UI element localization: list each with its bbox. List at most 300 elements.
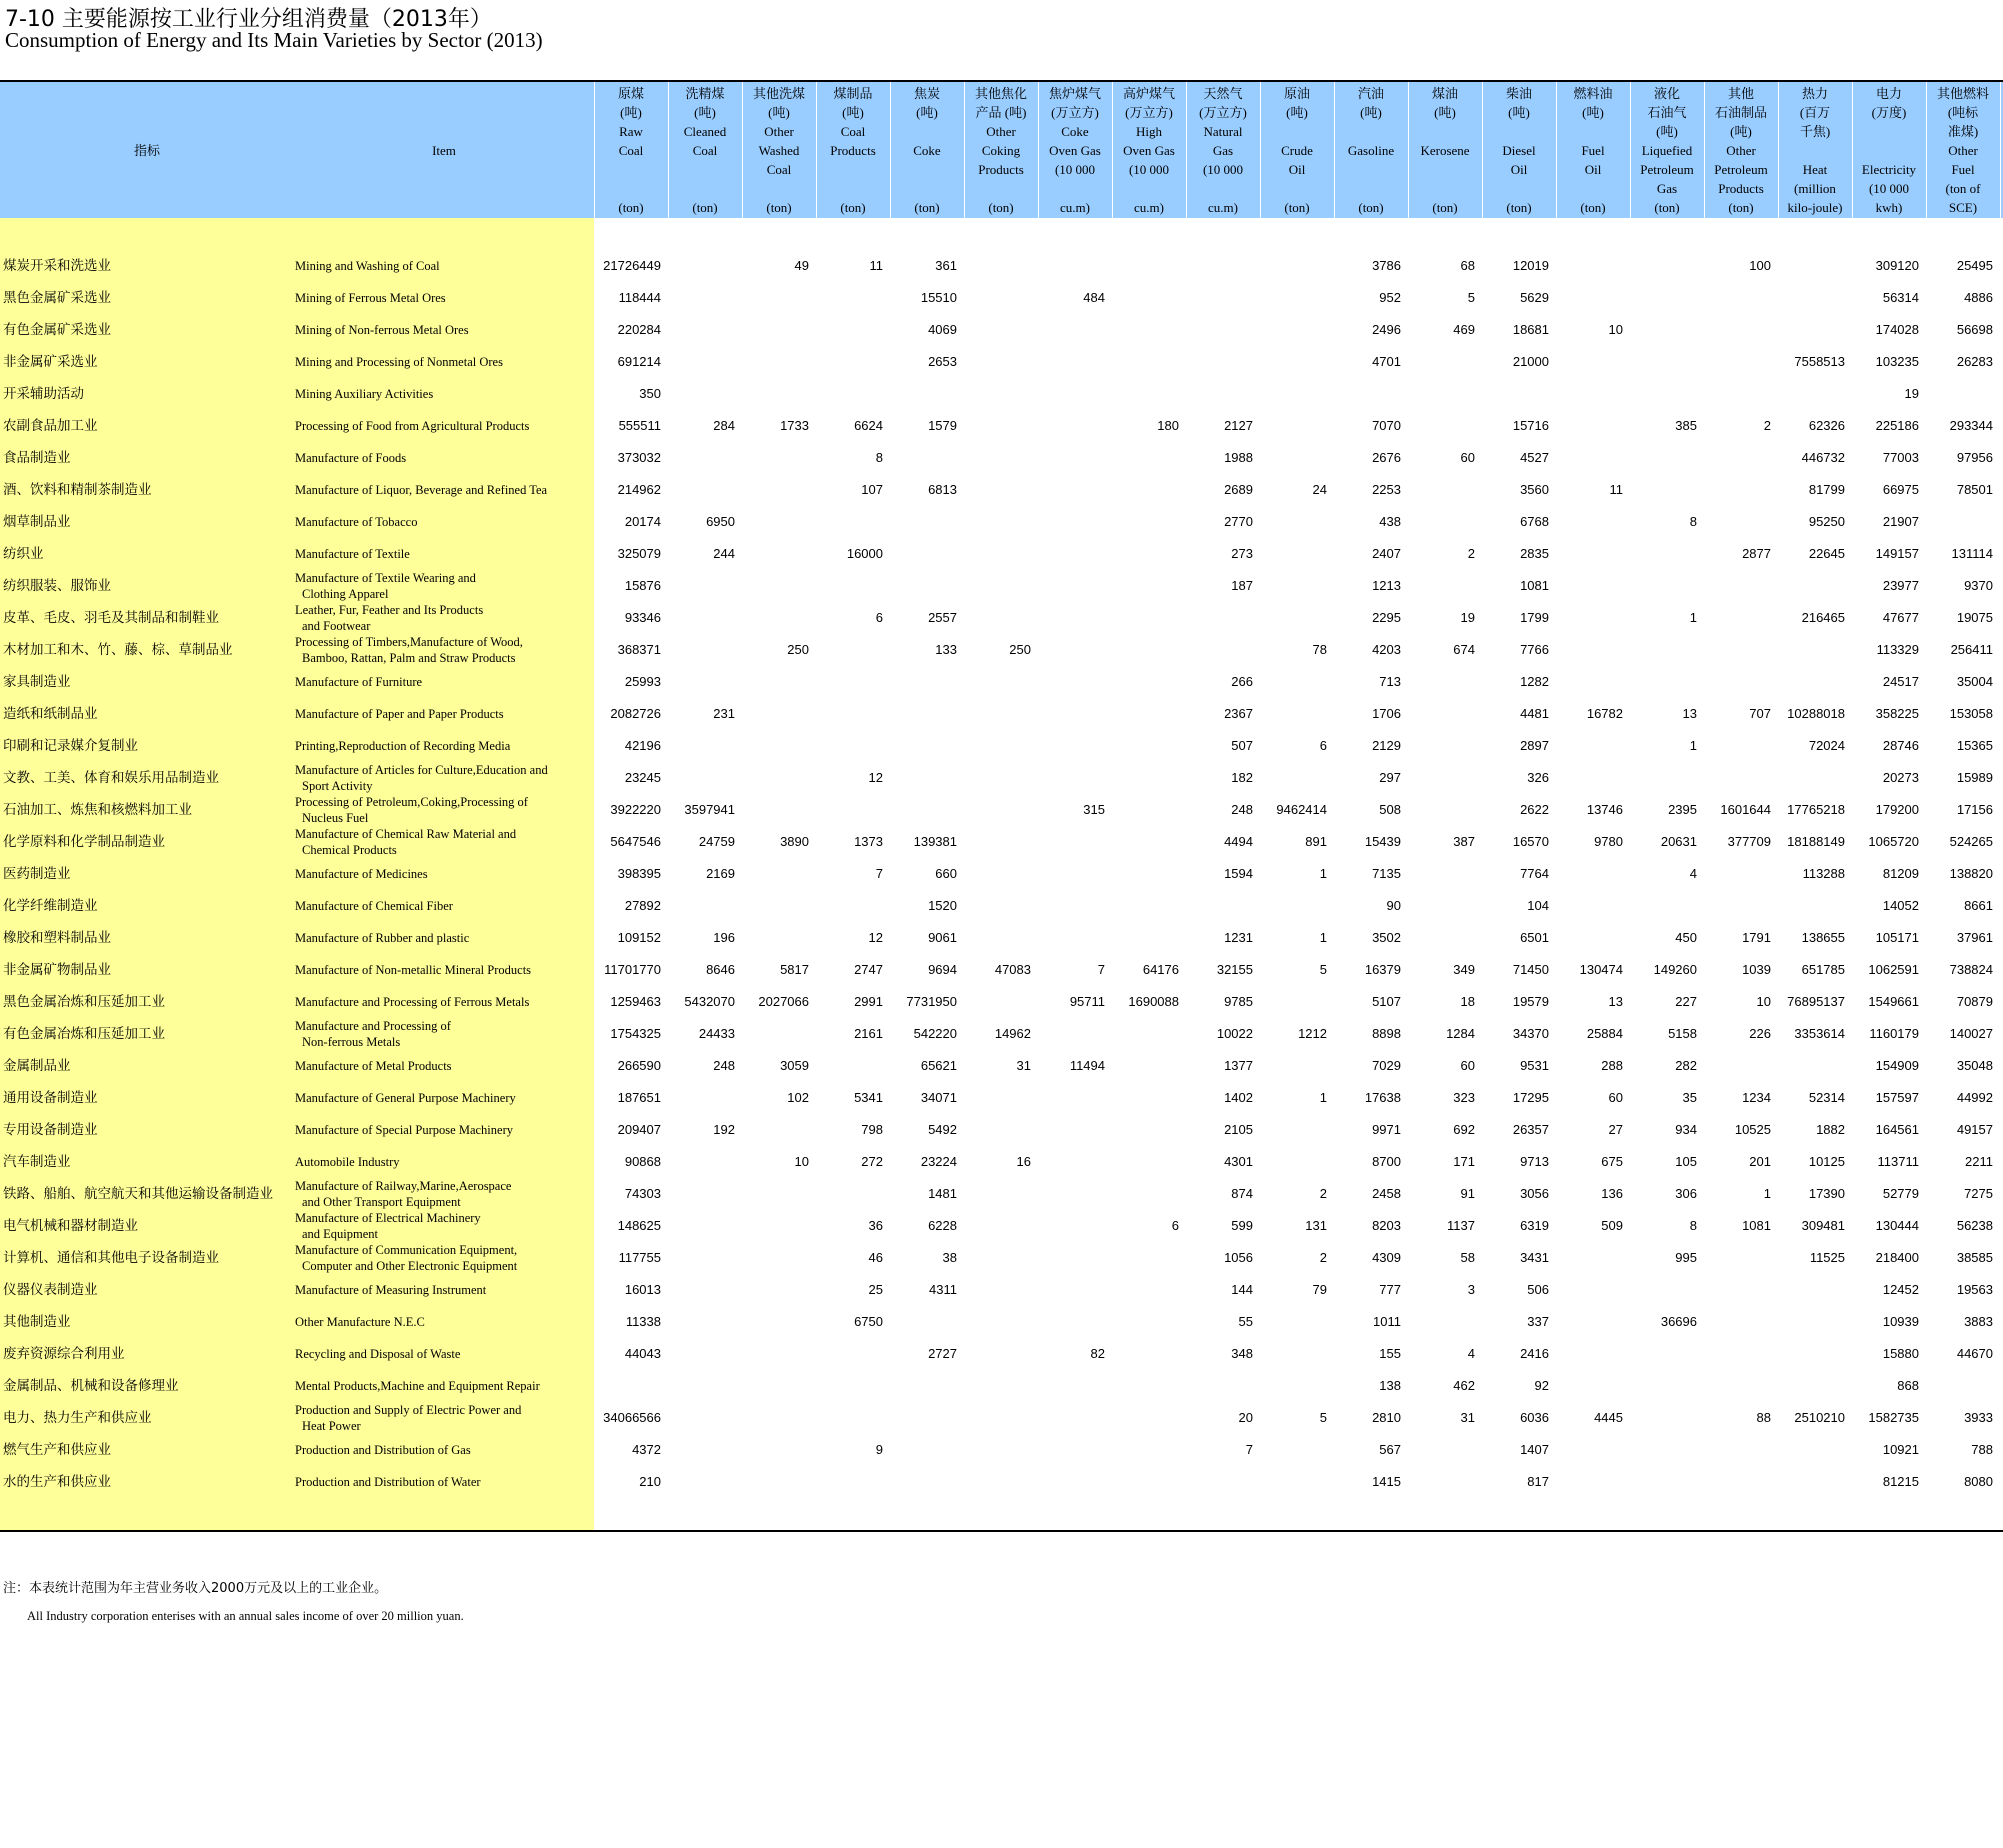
table-row [0,730,2003,762]
data-cell: 1690088 [1128,994,1179,1009]
data-cell [742,762,809,794]
data-cell [890,1466,957,1498]
row-label-cn: 电力、热力生产和供应业 [3,1410,152,1426]
data-cell [1630,570,1697,602]
data-cell: 11338 [625,1314,661,1329]
row-label-en [295,1466,590,1498]
row-label-en-line: Mining of Ferrous Metal Ores [295,291,446,305]
data-cell: 16570 [1512,834,1549,849]
row-label-en [295,986,590,1018]
data-cell [1630,538,1697,570]
data-cell: 306 [1675,1186,1697,1201]
energy-consumption-table [0,80,2003,1532]
data-cell [1112,538,1179,570]
data-cell [1038,570,1105,602]
data-cell [1704,570,1771,602]
data-cell: 56314 [1882,290,1919,305]
data-cell: 107 [861,482,883,497]
row-label-cn: 皮革、毛皮、羽毛及其制品和制鞋业 [3,610,219,626]
row-label-en-line: Manufacture of Communication Equipment, [295,1243,518,1257]
row-label-en [295,730,590,762]
data-cell [1630,1466,1697,1498]
data-cell [1704,1242,1771,1274]
data-cell: 1081 [1520,578,1549,593]
data-cell: 76895137 [1787,994,1845,1009]
data-cell [1408,410,1475,442]
row-label-en-line: Mining of Non-ferrous Metal Ores [295,323,469,337]
data-cell: 5107 [1372,994,1401,1009]
data-cell: 92 [1534,1378,1549,1393]
data-cell: 81215 [1882,1474,1919,1489]
data-cell: 49 [794,258,809,273]
row-label-en [295,666,590,698]
column-divider [1112,82,1113,218]
data-cell [1556,634,1623,666]
table-row [0,1018,2003,1050]
data-cell: 337 [1527,1314,1549,1329]
data-cell [964,794,1031,826]
data-cell [964,1370,1031,1402]
data-cell [1556,538,1623,570]
data-cell [1408,570,1475,602]
data-cell: 25884 [1586,1026,1623,1041]
data-cell [1704,474,1771,506]
data-cell: 14962 [994,1026,1031,1041]
data-cell [1556,378,1623,410]
data-cell: 387 [1453,834,1475,849]
data-cell: 10939 [1882,1314,1919,1329]
data-cell: 1 [1319,930,1327,945]
data-cell [742,1338,809,1370]
data-cell [668,1210,735,1242]
data-cell: 55 [1238,1314,1253,1329]
row-label-en [295,1306,590,1338]
data-cell [742,346,809,378]
data-cell: 567 [1379,1442,1401,1457]
row-label-cn: 化学原料和化学制品制造业 [3,834,165,850]
row-label-en [295,858,590,890]
data-cell [668,346,735,378]
data-cell: 1 [1319,866,1327,881]
table-row [0,410,2003,442]
data-cell: 19 [1904,386,1919,401]
row-label-en-line: Computer and Other Electronic Equipment [302,1259,518,1273]
column-divider [1926,82,1927,218]
data-cell [1038,378,1105,410]
data-cell: 32155 [1216,962,1253,977]
data-cell: 4311 [929,1282,957,1297]
data-cell [1778,666,1845,698]
data-cell: 70879 [1956,994,1993,1009]
data-cell: 10 [1608,322,1623,337]
row-label-cn: 文教、工美、体育和娱乐用品制造业 [3,770,219,786]
row-label-cn: 纺织业 [3,546,44,562]
data-cell: 1579 [928,418,957,433]
row-label-cn: 通用设备制造业 [3,1090,98,1106]
data-cell [1260,986,1327,1018]
data-cell [1408,922,1475,954]
row-label-en-line: Processing of Petroleum,Coking,Processing of [295,795,528,809]
data-cell [1112,1306,1179,1338]
row-label-en [295,1242,590,1274]
data-cell: 284 [713,418,735,433]
data-cell: 2169 [706,866,735,881]
data-cell [890,1434,957,1466]
data-cell: 15439 [1364,834,1401,849]
data-cell: 130474 [1579,962,1623,977]
data-cell: 1754325 [610,1026,661,1041]
row-label-en-line: Automobile Industry [295,1155,400,1169]
data-cell: 15510 [920,290,957,305]
data-cell: 1231 [1224,930,1253,945]
data-cell: 3890 [780,834,809,849]
data-cell [816,794,883,826]
data-cell: 1377 [1224,1058,1253,1073]
column-header: 液化 石油气 (吨) Liquefied Petroleum Gas (ton) [1640,86,1694,215]
data-cell [1704,666,1771,698]
data-cell [1186,378,1253,410]
row-label-en [295,890,590,922]
row-label-en-line: Manufacture of Measuring Instrument [295,1283,487,1297]
data-cell [964,1402,1031,1434]
data-cell: 8661 [1964,898,1993,913]
data-cell [1038,762,1105,794]
data-cell: 100 [1749,258,1771,273]
data-cell: 44992 [1956,1090,1993,1105]
table-row [0,1370,2003,1402]
data-cell: 373032 [617,450,661,465]
data-cell: 27892 [624,898,661,913]
data-cell: 248 [713,1058,735,1073]
data-cell [1778,1306,1845,1338]
data-cell [1408,1466,1475,1498]
data-cell: 113329 [1876,642,1919,657]
data-cell [1112,1274,1179,1306]
data-cell: 216465 [1801,610,1845,625]
data-cell: 1259463 [610,994,661,1009]
row-label-en [295,1370,590,1402]
data-cell [668,1178,735,1210]
data-cell [1556,666,1623,698]
data-cell: 8203 [1372,1218,1401,1233]
data-cell: 214962 [617,482,661,497]
data-cell: 78 [1312,642,1327,657]
data-cell: 82 [1090,1346,1105,1361]
data-cell: 7275 [1964,1186,1993,1201]
data-cell [742,858,809,890]
data-cell: 1481 [928,1186,957,1201]
table-row [0,1082,2003,1114]
column-header: 煤制品 (吨) Coal Products (ton) [830,86,876,215]
data-cell: 90868 [624,1154,661,1169]
row-label-en-line: Production and Distribution of Gas [295,1443,471,1457]
header-indicator: 指标 [133,142,160,158]
row-label-cn: 金属制品、机械和设备修理业 [3,1378,179,1394]
data-cell: 348 [1231,1346,1253,1361]
data-cell: 218400 [1875,1250,1919,1265]
data-cell [1704,1370,1771,1402]
data-cell [1260,1466,1327,1498]
data-cell: 1 [1689,738,1697,753]
column-header: 热力 (百万 千焦) Heat (million kilo-joule) [1787,86,1843,215]
data-cell [1778,1466,1845,1498]
data-cell [1926,378,1993,410]
data-cell: 798 [861,1122,883,1137]
row-label-en-line: Manufacture and Processing of [295,1019,451,1033]
data-cell: 309481 [1801,1218,1845,1233]
data-cell [668,890,735,922]
data-cell [1778,314,1845,346]
data-cell: 4494 [1224,834,1253,849]
data-cell: 358225 [1875,706,1919,721]
data-cell: 4481 [1520,706,1549,721]
data-cell: 44670 [1956,1346,1993,1361]
data-cell [1038,634,1105,666]
data-cell [1778,1434,1845,1466]
data-cell [1038,1114,1105,1146]
data-cell [816,1050,883,1082]
data-cell: 1 [1689,610,1697,625]
data-cell: 2 [1467,546,1475,561]
data-cell: 4701 [1372,354,1401,369]
row-label-en-line: Manufacture of Textile Wearing and [295,571,476,585]
data-cell [1112,666,1179,698]
data-cell [1408,890,1475,922]
data-cell [1112,1114,1179,1146]
data-cell: 1520 [928,898,957,913]
data-cell: 9694 [928,962,957,977]
data-cell: 1065720 [1868,834,1919,849]
data-cell: 15989 [1956,770,1993,785]
row-label-en [295,698,590,730]
data-cell: 438 [1379,514,1401,529]
data-cell: 3059 [780,1058,809,1073]
column-header: 柴油 (吨) Diesel Oil (ton) [1502,86,1536,215]
data-cell [668,634,735,666]
column-header: 其他焦化 产品 (吨) Other Coking Products (ton) [974,86,1027,215]
column-divider [594,82,595,218]
data-cell: 18681 [1512,322,1549,337]
row-label-en-line: Manufacture of Articles for Culture,Education and [295,763,548,777]
data-cell [1112,890,1179,922]
data-cell: 817 [1527,1474,1549,1489]
data-cell: 5158 [1668,1026,1697,1041]
data-cell: 469 [1453,322,1475,337]
column-header: 高炉煤气 (万立方) High Oven Gas (10 000 cu.m) [1122,86,1175,215]
data-cell [1186,1370,1253,1402]
row-label-en-line: Other Manufacture N.E.C [295,1315,425,1329]
row-label-en-line: Manufacture of Liquor, Beverage and Refined Tea [295,483,548,497]
data-cell: 113288 [1802,866,1845,881]
data-cell [1260,538,1327,570]
row-label-en [295,1082,590,1114]
data-cell: 4309 [1372,1250,1401,1265]
data-cell [1704,634,1771,666]
data-cell [1260,1338,1327,1370]
data-cell [1408,506,1475,538]
table-row [0,474,2003,506]
data-cell: 2676 [1372,450,1401,465]
data-cell: 1594 [1224,866,1253,881]
data-cell: 35004 [1956,674,1993,689]
data-cell [668,666,735,698]
data-cell [668,1242,735,1274]
table-row [0,346,2003,378]
data-cell: 17638 [1364,1090,1401,1105]
data-cell: 47083 [994,962,1031,977]
data-cell: 509 [1601,1218,1623,1233]
data-cell: 154909 [1875,1058,1919,1073]
row-label-en-line: and Footwear [302,619,371,633]
table-row [0,986,2003,1018]
data-cell [742,506,809,538]
data-cell: 7764 [1520,866,1549,881]
data-cell [1630,346,1697,378]
data-cell [1556,346,1623,378]
data-cell [1630,474,1697,506]
data-cell: 179200 [1875,802,1919,817]
data-cell [964,1338,1031,1370]
data-cell: 174028 [1875,322,1919,337]
data-cell [1038,1306,1105,1338]
data-cell: 2 [1319,1186,1327,1201]
table-row [0,250,2003,282]
data-cell [964,346,1031,378]
data-cell [742,1210,809,1242]
table-row [0,1434,2003,1466]
data-cell [742,890,809,922]
data-cell [964,442,1031,474]
data-cell: 7135 [1372,866,1401,881]
data-cell: 1733 [780,418,809,433]
row-label-en-line: Manufacture of Textile [295,547,410,561]
data-cell: 19 [1460,610,1475,625]
data-cell [964,698,1031,730]
data-cell: 288 [1601,1058,1623,1073]
data-cell: 250 [787,642,809,657]
data-cell: 6036 [1520,1410,1549,1425]
data-cell [742,570,809,602]
data-cell [742,922,809,954]
data-cell [1038,1274,1105,1306]
data-cell [1704,1306,1771,1338]
data-cell [816,346,883,378]
row-label-en [295,410,590,442]
data-cell [742,1466,809,1498]
data-cell: 9 [875,1442,883,1457]
data-cell: 138820 [1949,866,1993,881]
row-label-en [295,474,590,506]
row-label-en-line: Manufacture of Chemical Fiber [295,899,453,913]
data-cell: 12019 [1512,258,1549,273]
data-cell: 995 [1675,1250,1697,1265]
data-cell: 9971 [1372,1122,1401,1137]
data-cell: 23245 [624,770,661,785]
column-divider [1778,82,1779,218]
data-cell [1556,1242,1623,1274]
data-cell: 12 [868,930,883,945]
data-cell [964,282,1031,314]
data-cell [1778,762,1845,794]
data-cell [1704,442,1771,474]
data-cell [964,378,1031,410]
row-label-en [295,954,590,986]
column-divider [890,82,891,218]
data-cell: 220284 [617,322,661,337]
data-cell: 4886 [1964,290,1993,305]
data-cell: 484 [1083,290,1105,305]
data-cell [964,1178,1031,1210]
data-cell: 315 [1083,802,1105,817]
table-row [0,506,2003,538]
row-label-en-line: Production and Distribution of Water [295,1475,481,1489]
table-row [0,1210,2003,1242]
column-divider [1630,82,1631,218]
data-cell: 2458 [1372,1186,1401,1201]
data-cell [816,1178,883,1210]
row-label-en [295,1050,590,1082]
data-cell: 256411 [1950,642,1993,657]
data-cell: 34370 [1512,1026,1549,1041]
data-cell: 377709 [1727,834,1771,849]
data-cell: 325079 [617,546,661,561]
data-cell: 6228 [928,1218,957,1233]
data-cell: 201 [1749,1154,1771,1169]
data-cell: 6624 [854,418,883,433]
row-label-en [295,250,590,282]
data-cell: 13 [1608,994,1623,1009]
data-cell: 266590 [617,1058,661,1073]
data-cell [816,1466,883,1498]
data-cell [1260,1306,1327,1338]
data-cell: 508 [1379,802,1401,817]
data-cell: 542220 [913,1026,957,1041]
row-label-en [295,1402,590,1434]
data-cell: 64176 [1142,962,1179,977]
column-divider [964,82,965,218]
data-cell: 4 [1689,866,1697,881]
data-cell: 133 [935,642,957,657]
row-label-cn: 汽车制造业 [3,1154,71,1170]
data-cell [1630,666,1697,698]
data-cell: 8 [1689,1218,1697,1233]
data-cell: 1 [1319,1090,1327,1105]
data-cell [1630,634,1697,666]
column-header: 焦炉煤气 (万立方) Coke Oven Gas (10 000 cu.m) [1048,86,1101,215]
row-label-en-line: Manufacture of Paper and Paper Products [295,707,504,721]
row-label-en-line: Manufacture of Furniture [295,675,423,689]
data-cell: 155 [1379,1346,1401,1361]
row-label-en-line: Manufacture and Processing of Ferrous Metals [295,995,530,1009]
data-cell [1926,1370,1993,1402]
data-cell: 4372 [632,1442,661,1457]
data-cell: 11525 [1809,1250,1845,1265]
data-cell: 507 [1231,738,1253,753]
data-cell [742,442,809,474]
data-cell: 8646 [706,962,735,977]
data-cell: 293344 [1949,418,1993,433]
data-cell: 44043 [624,1346,661,1361]
data-cell [742,1306,809,1338]
data-cell [668,314,735,346]
data-cell [1260,346,1327,378]
data-cell: 19579 [1512,994,1549,1009]
row-label-en-line: and Equipment [302,1227,379,1241]
row-label-en-line: Manufacture of Medicines [295,867,428,881]
row-label-cn: 橡胶和塑料制品业 [3,930,111,946]
data-cell [1260,282,1327,314]
data-cell: 31 [1460,1410,1475,1425]
